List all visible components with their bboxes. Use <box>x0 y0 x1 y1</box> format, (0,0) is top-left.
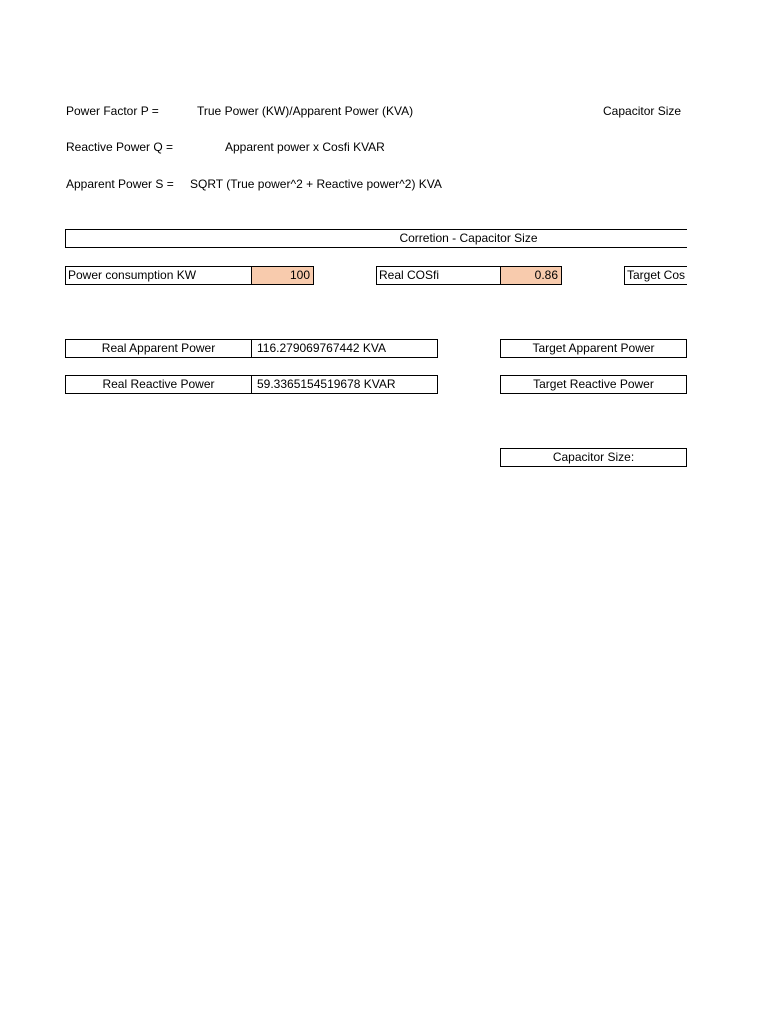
apparent-power-formula: SQRT (True power^2 + Reactive power^2) KVA <box>190 177 442 191</box>
reactive-power-label: Reactive Power Q = <box>66 140 174 154</box>
power-factor-formula: True Power (KW)/Apparent Power (KVA) <box>197 104 414 118</box>
target-cosfi-label: Target Cos <box>624 266 687 285</box>
real-reactive-power-value: 59.3365154519678 KVAR <box>251 375 438 394</box>
reactive-power-formula: Apparent power x Cosfi KVAR <box>225 140 385 154</box>
power-factor-label: Power Factor P = <box>66 104 159 118</box>
power-consumption-label: Power consumption KW <box>65 266 252 285</box>
real-cosfi-input[interactable]: 0.86 <box>500 266 562 285</box>
capacitor-size-label: Capacitor Size: <box>500 448 687 467</box>
real-reactive-power-label: Real Reactive Power <box>65 375 252 394</box>
target-reactive-power-label: Target Reactive Power <box>500 375 687 394</box>
capacitor-size-heading: Capacitor Size <box>603 104 682 118</box>
real-apparent-power-label: Real Apparent Power <box>65 339 252 358</box>
target-apparent-power-label: Target Apparent Power <box>500 339 687 358</box>
section-header <box>65 229 687 248</box>
section-title: Corretion - Capacitor Size <box>399 231 538 245</box>
apparent-power-label: Apparent Power S = <box>66 177 174 191</box>
real-apparent-power-value: 116.279069767442 KVA <box>251 339 438 358</box>
real-cosfi-label: Real COSfi <box>376 266 501 285</box>
power-consumption-input[interactable]: 100 <box>251 266 314 285</box>
